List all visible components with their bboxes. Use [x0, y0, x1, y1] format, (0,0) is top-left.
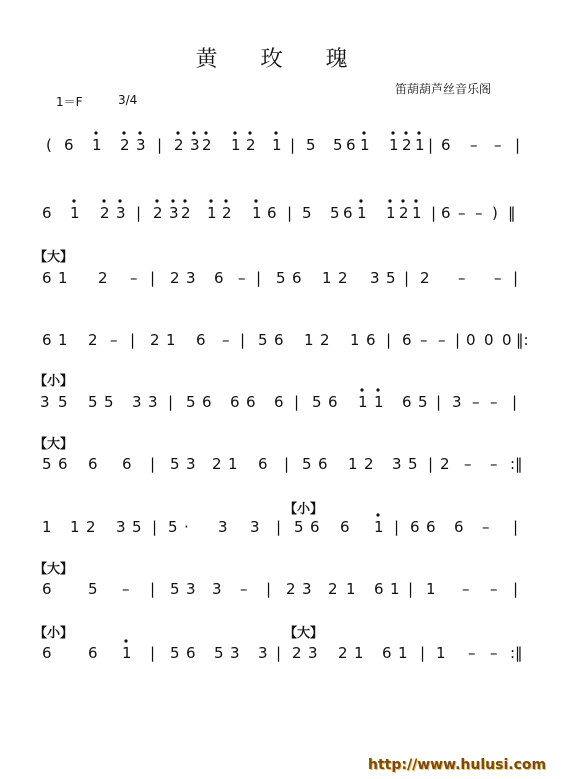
- octave-dot: [183, 199, 186, 202]
- octave-dot: [362, 131, 365, 134]
- note: 3: [218, 518, 228, 536]
- note: –: [458, 204, 466, 222]
- barline: |: [294, 393, 300, 411]
- octave-dot: [233, 131, 236, 134]
- octave-dot: [401, 199, 404, 202]
- note: 1: [348, 455, 358, 473]
- note: 2: [153, 204, 163, 222]
- note: 3: [190, 136, 200, 154]
- note: 1: [426, 580, 436, 598]
- note: –: [494, 136, 502, 154]
- note: 6: [340, 518, 350, 536]
- note: 2: [120, 136, 130, 154]
- note: 3: [258, 644, 268, 662]
- octave-dot: [404, 131, 407, 134]
- note: 2: [364, 455, 374, 473]
- barline: :‖: [510, 455, 523, 473]
- note: 2: [246, 136, 256, 154]
- note: 6: [267, 204, 277, 222]
- note: 3: [212, 580, 222, 598]
- note: 2: [88, 331, 98, 349]
- note: –: [482, 518, 490, 536]
- key-signature: 1＝F: [56, 95, 83, 109]
- notation-row: [42, 455, 523, 473]
- octave-dot: [171, 199, 174, 202]
- note: 2: [328, 580, 338, 598]
- barline: ‖: [508, 204, 516, 222]
- note: 5: [312, 393, 322, 411]
- note: 1: [166, 331, 176, 349]
- barline: |: [455, 331, 461, 349]
- octave-dot: [192, 131, 195, 134]
- barline: |: [152, 518, 158, 536]
- note: 2: [402, 136, 412, 154]
- octave-dot: [118, 199, 121, 202]
- note: 2: [286, 580, 296, 598]
- section-label: 【大】: [34, 562, 74, 577]
- note: 6: [274, 393, 284, 411]
- note: 3: [132, 393, 142, 411]
- note: 3: [186, 269, 196, 287]
- note: 2: [420, 269, 430, 287]
- note: 5: [88, 393, 98, 411]
- octave-dot: [376, 388, 379, 391]
- section-label: 【大】: [34, 250, 74, 265]
- notation-row: [42, 639, 523, 662]
- note: 6: [454, 518, 464, 536]
- note: 1: [231, 136, 241, 154]
- barline: |: [287, 204, 293, 222]
- note: 1: [389, 136, 399, 154]
- note: 3: [148, 393, 158, 411]
- note: 1: [374, 393, 384, 411]
- note: –: [122, 580, 130, 598]
- section-label: 【大】: [34, 437, 74, 452]
- barline: |: [150, 644, 156, 662]
- barline: |: [256, 269, 262, 287]
- octave-dot: [376, 513, 379, 516]
- note: 1: [122, 644, 132, 662]
- note: 3: [302, 580, 312, 598]
- octave-dot: [176, 131, 179, 134]
- note: 6: [122, 455, 132, 473]
- note: 2: [440, 455, 450, 473]
- barline: |: [130, 331, 136, 349]
- note: 5: [104, 393, 114, 411]
- barline: |: [168, 393, 174, 411]
- barline: |: [428, 136, 434, 154]
- section-label: 【小】: [34, 374, 74, 389]
- note: 1: [386, 204, 396, 222]
- note: –: [420, 331, 428, 349]
- note: 2: [174, 136, 184, 154]
- note: 0: [466, 331, 476, 349]
- octave-dot: [122, 131, 125, 134]
- barline: |: [436, 393, 442, 411]
- note: –: [458, 269, 466, 287]
- note: 6: [230, 393, 240, 411]
- note: 5: [58, 393, 68, 411]
- note: 1: [207, 204, 217, 222]
- note: 6: [318, 455, 328, 473]
- note: 6: [88, 455, 98, 473]
- note: 5: [214, 644, 224, 662]
- note: –: [494, 269, 502, 287]
- note: 1: [360, 136, 370, 154]
- note: 5: [386, 269, 396, 287]
- note: 6: [186, 644, 196, 662]
- barline: |: [157, 136, 163, 154]
- barline: |: [408, 580, 414, 598]
- barline: |: [386, 331, 392, 349]
- note: 5: [408, 455, 418, 473]
- note: 3: [186, 580, 196, 598]
- note: 2: [86, 518, 96, 536]
- octave-dot: [414, 199, 417, 202]
- note: –: [462, 580, 470, 598]
- note: 1: [436, 644, 446, 662]
- note: –: [490, 455, 498, 473]
- site-url[interactable]: http://www.hulusi.com: [368, 757, 547, 773]
- note: 5: [168, 518, 178, 536]
- note: 2: [181, 204, 191, 222]
- note: –: [490, 580, 498, 598]
- note: 1: [70, 204, 80, 222]
- octave-dot: [248, 131, 251, 134]
- note: 5: [170, 580, 180, 598]
- time-signature: 3/4: [118, 93, 138, 107]
- note: 1: [398, 644, 408, 662]
- note: 2: [212, 455, 222, 473]
- note: 6: [88, 644, 98, 662]
- note: 1: [322, 269, 332, 287]
- octave-dot: [417, 131, 420, 134]
- note: 1: [304, 331, 314, 349]
- note: –: [438, 331, 446, 349]
- note: 1: [358, 393, 368, 411]
- note: 5: [418, 393, 428, 411]
- note: 0: [502, 331, 512, 349]
- notation-row: [42, 269, 518, 287]
- note: 3: [452, 393, 462, 411]
- note: 2: [170, 269, 180, 287]
- notation-row: [42, 513, 518, 536]
- note: 2: [100, 204, 110, 222]
- barline: |: [240, 331, 246, 349]
- section-label: 【大】: [284, 626, 324, 641]
- note: 5: [88, 580, 98, 598]
- note: 6: [42, 204, 52, 222]
- octave-dot: [102, 199, 105, 202]
- note: 6: [402, 331, 412, 349]
- note: 3: [392, 455, 402, 473]
- note: 3: [230, 644, 240, 662]
- note: 1: [346, 580, 356, 598]
- note: –: [470, 136, 478, 154]
- note: 5: [186, 393, 196, 411]
- note: 5: [330, 204, 340, 222]
- barline: |: [513, 518, 519, 536]
- note: 6: [402, 393, 412, 411]
- octave-dot: [360, 388, 363, 391]
- note: 6: [382, 644, 392, 662]
- note: 1: [58, 269, 68, 287]
- note: 2: [98, 269, 108, 287]
- note: 6: [42, 331, 52, 349]
- note: –: [490, 644, 498, 662]
- barline: |: [284, 455, 290, 473]
- note: –: [238, 269, 246, 287]
- note: 1: [42, 518, 52, 536]
- note: (: [46, 136, 52, 154]
- barline: |: [394, 518, 400, 536]
- note: 6: [310, 518, 320, 536]
- barline: |: [515, 136, 521, 154]
- note: 1: [252, 204, 262, 222]
- note: –: [130, 269, 138, 287]
- note: 5: [258, 331, 268, 349]
- publisher-name: 笛葫葫芦丝音乐阁: [395, 82, 492, 96]
- note: 1: [354, 644, 364, 662]
- note: 6: [346, 136, 356, 154]
- note: –: [490, 393, 498, 411]
- note: 6: [258, 455, 268, 473]
- note: 6: [202, 393, 212, 411]
- note: 6: [42, 269, 52, 287]
- octave-dot: [204, 131, 207, 134]
- barline: :‖: [510, 644, 523, 662]
- notation-row: [46, 131, 520, 154]
- note: 3: [136, 136, 146, 154]
- octave-dot: [72, 199, 75, 202]
- note: ·: [184, 518, 189, 536]
- barline: |: [420, 644, 426, 662]
- note: 1: [272, 136, 282, 154]
- note: 6: [214, 269, 224, 287]
- note: 5: [294, 518, 304, 536]
- note: 5: [170, 644, 180, 662]
- note: 3: [250, 518, 260, 536]
- note: 1: [415, 136, 425, 154]
- note: –: [468, 644, 476, 662]
- notation-row: [42, 331, 529, 349]
- note: 2: [320, 331, 330, 349]
- note: 2: [338, 269, 348, 287]
- section-label: 【小】: [34, 626, 74, 641]
- note: 5: [306, 136, 316, 154]
- barline: ‖:: [516, 331, 529, 349]
- barline: |: [512, 393, 518, 411]
- note: 2: [202, 136, 212, 154]
- note: 6: [292, 269, 302, 287]
- note: 6: [441, 136, 451, 154]
- note: 3: [169, 204, 179, 222]
- note: 2: [222, 204, 232, 222]
- note: 5: [276, 269, 286, 287]
- octave-dot: [388, 199, 391, 202]
- octave-dot: [274, 131, 277, 134]
- note: 2: [292, 644, 302, 662]
- barline: |: [266, 580, 272, 598]
- note: 1: [350, 331, 360, 349]
- barline: |: [431, 204, 437, 222]
- octave-dot: [94, 131, 97, 134]
- barline: |: [276, 518, 282, 536]
- note: 1: [228, 455, 238, 473]
- note: 1: [70, 518, 80, 536]
- barline: |: [428, 455, 434, 473]
- note: ): [492, 204, 498, 222]
- note: 5: [170, 455, 180, 473]
- note: 6: [426, 518, 436, 536]
- barline: |: [150, 455, 156, 473]
- note: 6: [64, 136, 74, 154]
- note: –: [240, 580, 248, 598]
- octave-dot: [391, 131, 394, 134]
- note: 6: [42, 644, 52, 662]
- notation-row: [42, 199, 516, 222]
- note: 6: [441, 204, 451, 222]
- note: 6: [343, 204, 353, 222]
- note: 1: [92, 136, 102, 154]
- note: 5: [302, 204, 312, 222]
- note: 0: [484, 331, 494, 349]
- barline: |: [290, 136, 296, 154]
- note: –: [464, 455, 472, 473]
- note: 5: [333, 136, 343, 154]
- barline: |: [276, 644, 282, 662]
- note: 3: [116, 204, 126, 222]
- note: 3: [308, 644, 318, 662]
- note: 5: [132, 518, 142, 536]
- note: 3: [40, 393, 50, 411]
- octave-dot: [155, 199, 158, 202]
- notation-row: [40, 388, 517, 411]
- notation-row: [42, 580, 518, 598]
- note: 3: [186, 455, 196, 473]
- note: 6: [366, 331, 376, 349]
- note: 3: [116, 518, 126, 536]
- note: 2: [150, 331, 160, 349]
- note: 5: [302, 455, 312, 473]
- note: 1: [390, 580, 400, 598]
- note: 1: [412, 204, 422, 222]
- note: 6: [42, 580, 52, 598]
- note: 6: [328, 393, 338, 411]
- barline: |: [404, 269, 410, 287]
- note: 6: [374, 580, 384, 598]
- note: 1: [58, 331, 68, 349]
- octave-dot: [124, 639, 127, 642]
- octave-dot: [209, 199, 212, 202]
- note: 3: [370, 269, 380, 287]
- note: –: [472, 393, 480, 411]
- section-label: 【小】: [284, 502, 324, 517]
- barline: |: [150, 580, 156, 598]
- note: –: [222, 331, 230, 349]
- barline: |: [136, 204, 142, 222]
- note: 6: [410, 518, 420, 536]
- octave-dot: [224, 199, 227, 202]
- note: –: [475, 204, 483, 222]
- note: 6: [246, 393, 256, 411]
- note: 5: [42, 455, 52, 473]
- octave-dot: [138, 131, 141, 134]
- note: 6: [58, 455, 68, 473]
- note: 1: [374, 518, 384, 536]
- note: 1: [357, 204, 367, 222]
- barline: |: [150, 269, 156, 287]
- note: –: [110, 331, 118, 349]
- octave-dot: [359, 199, 362, 202]
- barline: |: [513, 269, 519, 287]
- note: 6: [196, 331, 206, 349]
- octave-dot: [254, 199, 257, 202]
- note: 2: [338, 644, 348, 662]
- note: 6: [274, 331, 284, 349]
- barline: |: [513, 580, 519, 598]
- song-title: 黄 玫 瑰: [195, 47, 366, 72]
- note: 2: [399, 204, 409, 222]
